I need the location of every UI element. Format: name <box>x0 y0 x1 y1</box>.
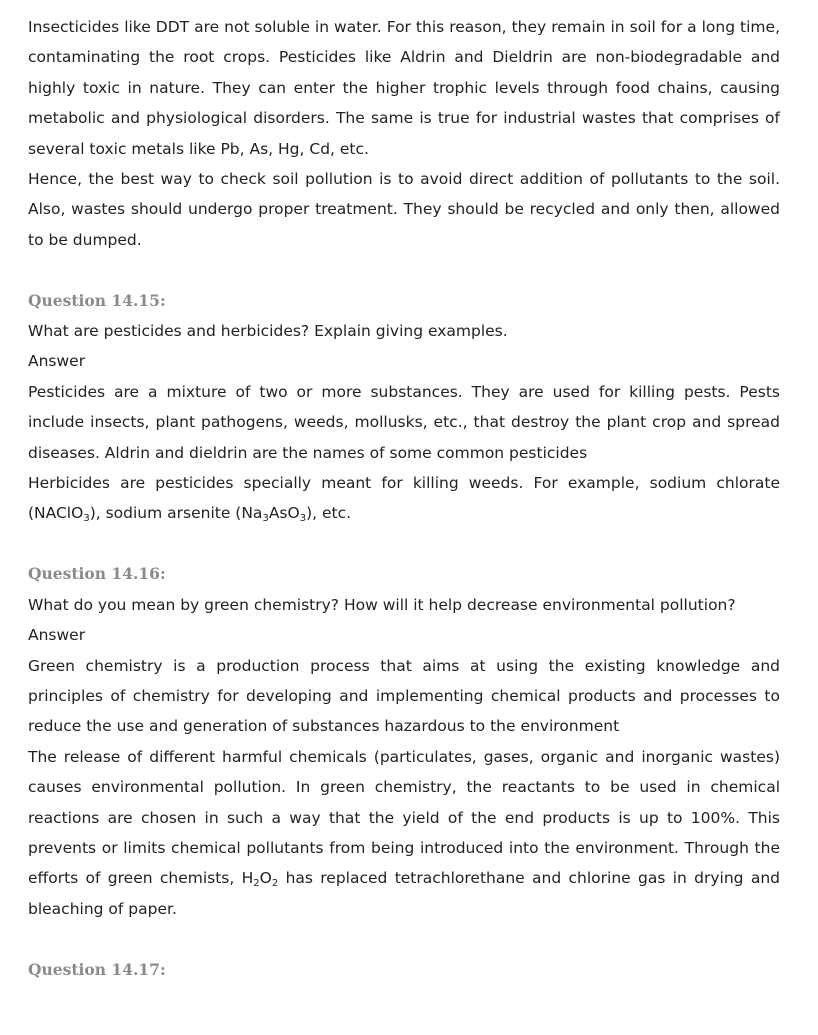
text-run: The release of different harmful chemicals (particulates, gases, organic and inorganic wastes) causes environmental pollution. In green chemistry, the reactants to be used in chemical reactions are chosen in such a way that the yield of the end products is up to 100%. This prevents or limits chemical pollutants from being introduced into the environment. Through the efforts of green chemists, H <box>28 747 780 888</box>
section-gap <box>28 529 780 559</box>
section-gap <box>28 924 780 954</box>
question-14-15-title: Question 14.15: <box>28 290 166 310</box>
document-page <box>28 12 780 985</box>
answer-label: Answer <box>28 352 86 371</box>
intro-paragraph-1: Insecticides like DDT are not soluble in water. For this reason, they remain in soil for a long time, contaminating the root crops. Pesticides like Aldrin and Dieldrin are non-biodegradable and highly toxic in nature. They can enter the higher trophic levels through food chains, causing metabolic and physiological disorders. The same is true for industrial wastes that comprises of several toxic metals like Pb, As, Hg, Cd, etc. <box>28 18 780 158</box>
section-gap <box>28 255 780 285</box>
intro-paragraph-2: Hence, the best way to check soil pollution is to avoid direct addition of pollutants to the soil. Also, wastes should undergo proper treatment. They should be recycled and only then, allowed to be dumped. <box>28 170 780 249</box>
text-run: O <box>259 869 272 888</box>
text-run: ), etc. <box>306 504 352 523</box>
subscript: 3 <box>83 513 90 525</box>
answer-14-16-paragraph-2 <box>28 742 780 924</box>
answer-label: Answer <box>28 626 86 645</box>
question-14-16-title: Question 14.16: <box>28 564 166 584</box>
answer-14-15-paragraph-1: Pesticides are a mixture of two or more substances. They are used for killing pests. Pests include insects, plant pathogens, weeds, mollusks, etc., that destroy the plant crop and spread diseases. Aldrin and dieldrin are the names of some common pesticides <box>28 382 780 462</box>
subscript: 2 <box>271 878 279 890</box>
question-14-15-text: What are pesticides and herbicides? Explain giving examples. <box>28 322 508 341</box>
subscript: 3 <box>262 513 269 525</box>
subscript: 2 <box>253 878 260 890</box>
text-run: Herbicides are pesticides specially meant for killing weeds. For example, sodium chlorate (NAClO <box>28 474 780 523</box>
text-run: has replaced tetrachlorethane and chlorine gas in drying and bleaching of paper. <box>28 869 780 918</box>
question-14-16-text: What do you mean by green chemistry? How will it help decrease environmental pollution? <box>28 595 736 614</box>
question-14-17-title: Question 14.17: <box>28 959 166 979</box>
subscript: 3 <box>299 513 307 525</box>
text-run: AsO <box>268 504 300 523</box>
answer-14-16-paragraph-1: Green chemistry is a production process that aims at using the existing knowledge and principles of chemistry for developing and implementing chemical products and processes to reduce the use and generation of substances hazardous to the environment <box>28 656 780 736</box>
answer-14-15-paragraph-2 <box>28 468 780 529</box>
text-run: ), sodium arsenite (Na <box>89 504 263 523</box>
